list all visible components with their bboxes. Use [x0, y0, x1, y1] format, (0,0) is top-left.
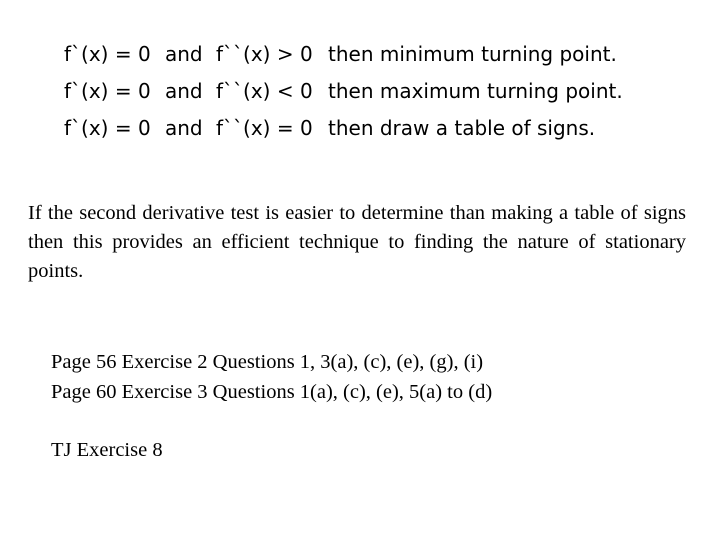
second-derivative-condition: f``(x) > 0 [216, 42, 313, 66]
second-derivative-condition: f``(x) = 0 [216, 116, 313, 140]
first-derivative-condition: f`(x) = 0 [64, 42, 151, 66]
rule-conclusion: then minimum turning point. [328, 42, 617, 66]
exercise-reference-line: Page 56 Exercise 2 Questions 1, 3(a), (c), (e), (g), (i) [51, 351, 484, 373]
exercise-references [51, 347, 492, 407]
second-derivative-condition: f``(x) < 0 [216, 79, 313, 103]
and-connector: and [165, 79, 203, 103]
and-connector: and [165, 116, 203, 140]
first-derivative-condition: f`(x) = 0 [64, 79, 151, 103]
rule-conclusion: then draw a table of signs. [328, 116, 596, 140]
tj-exercise-reference: TJ Exercise 8 [51, 439, 163, 461]
first-derivative-condition: f`(x) = 0 [64, 116, 151, 140]
explanation-paragraph: If the second derivative test is easier to determine than making a table of signs then this provides an efficient technique to finding the nature of stationary points. [28, 202, 686, 282]
and-connector: and [165, 42, 203, 66]
rule-conclusion: then maximum turning point. [328, 79, 623, 103]
exercise-reference-line: Page 60 Exercise 3 Questions 1(a), (c), (e), 5(a) to (d) [51, 381, 493, 403]
